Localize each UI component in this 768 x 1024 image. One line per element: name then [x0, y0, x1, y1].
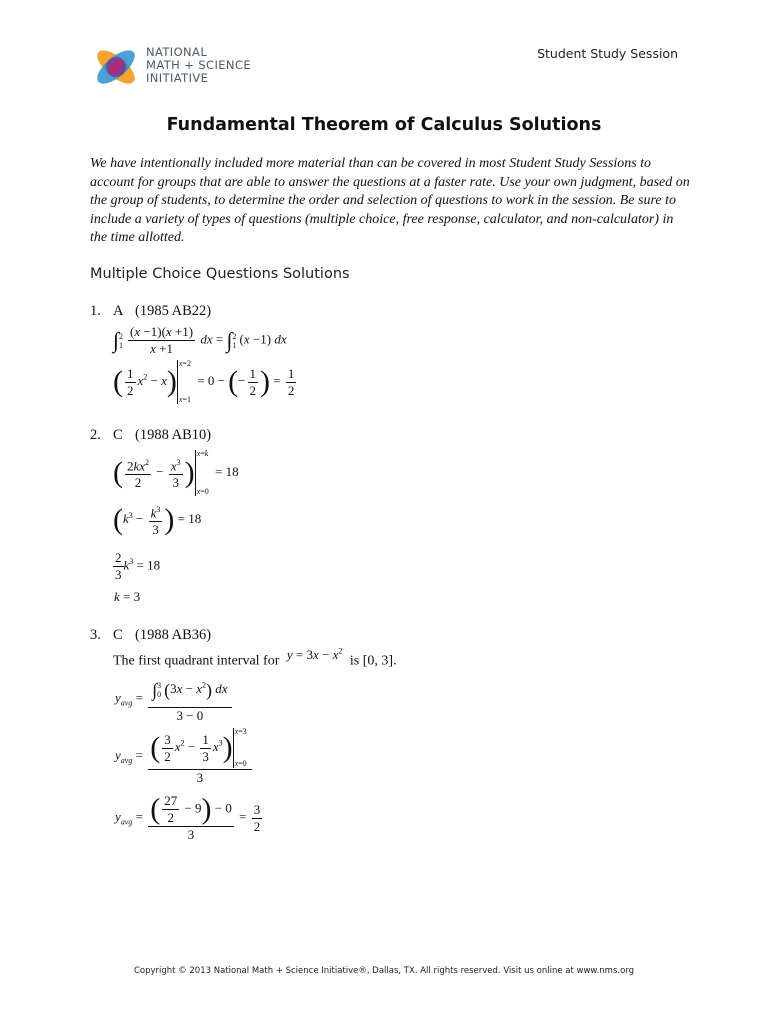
question-number: 3. [90, 627, 101, 643]
q1-step-2: ( $\frac{1}{2}$ $x^2 - x$) x=2 x=1 = 0 − (− $\frac{1}{2}$ ) = $\frac{1}{2}$ [113, 359, 295, 404]
question-2-header [90, 427, 211, 444]
q2-step-1: ( $\frac{2kx^2}{2}$ − $\frac{x^3}{3}$ ) x=k x=0 = 18 [113, 449, 239, 496]
q2-step-4: k = 3 [114, 589, 141, 604]
q1-step-1: ∫ 2 1 $\frac{(x -1)(x +1)}{x +1}$ dx = ∫ 2 1 (x −1) dx [113, 324, 287, 356]
q3-step-2: $y_{avg}$ = ( $\frac{3}{2}$ $x^2$ − $\frac{1}{3}$ $x^3$) x=3 x=0 3 [115, 728, 254, 785]
q3-interval: [0, 3] [362, 653, 394, 669]
logo-line: INITIATIVE [146, 71, 209, 85]
q3-function: $y = 3x - x^2$ [286, 647, 343, 663]
logo-wordmark [146, 46, 251, 85]
question-source: (1988 AB36) [135, 627, 212, 643]
q2-step-3: $\frac{2}{3}$ $k^3 = 18$ [115, 550, 161, 582]
logo-line: MATH + SCIENCE [146, 58, 252, 72]
question-3-header [90, 627, 211, 644]
q3-step-1: $y_{avg}$ = ∫ 3 0 $(3x - x^2)$ dx 3 − 0 [115, 675, 234, 723]
question-answer: C [113, 627, 123, 643]
intro-paragraph: We have intentionally included more material than can be covered in most Student Study Sessions to account for groups that are able to answer the questions at a faster rate. Use your own judgment, based on the group of students, to determine the order and selection of questions to work in the session. Be sure to include a variety of types of questions (multiple choice, free response, calculator, and non-calculator) in the time allotted. [90, 156, 690, 245]
question-answer: C [113, 427, 123, 443]
session-label: Student Study Session [537, 46, 678, 61]
q3-step-3: $y_{avg}$ = ( $\frac{27}{2}$ − 9) − 0 3 = $\frac{3}{2}$ [115, 792, 261, 842]
page-title: Fundamental Theorem of Calculus Solutions [166, 115, 602, 135]
q2-step-2: ($k^3$ − $\frac{k^3}{3}$ ) = 18 [113, 503, 202, 538]
nms-logo-icon [93, 44, 139, 90]
copyright-footer: Copyright © 2013 National Math + Science Initiative®, Dallas, TX. All rights reserved. Visit us online at www.nms.org [133, 966, 635, 976]
q3-text: The first quadrant interval for [113, 653, 280, 669]
question-number: 2. [90, 427, 101, 443]
q3-text: . [393, 653, 397, 669]
section-heading: Multiple Choice Questions Solutions [90, 266, 350, 282]
logo-line: NATIONAL [146, 45, 208, 59]
q3-text: is [349, 653, 360, 669]
question-answer: A [113, 303, 124, 319]
question-source: (1985 AB22) [135, 303, 212, 319]
question-number: 1. [90, 303, 101, 319]
question-source: (1988 AB10) [135, 427, 212, 443]
q3-statement [113, 647, 397, 669]
question-1-header [90, 303, 211, 320]
